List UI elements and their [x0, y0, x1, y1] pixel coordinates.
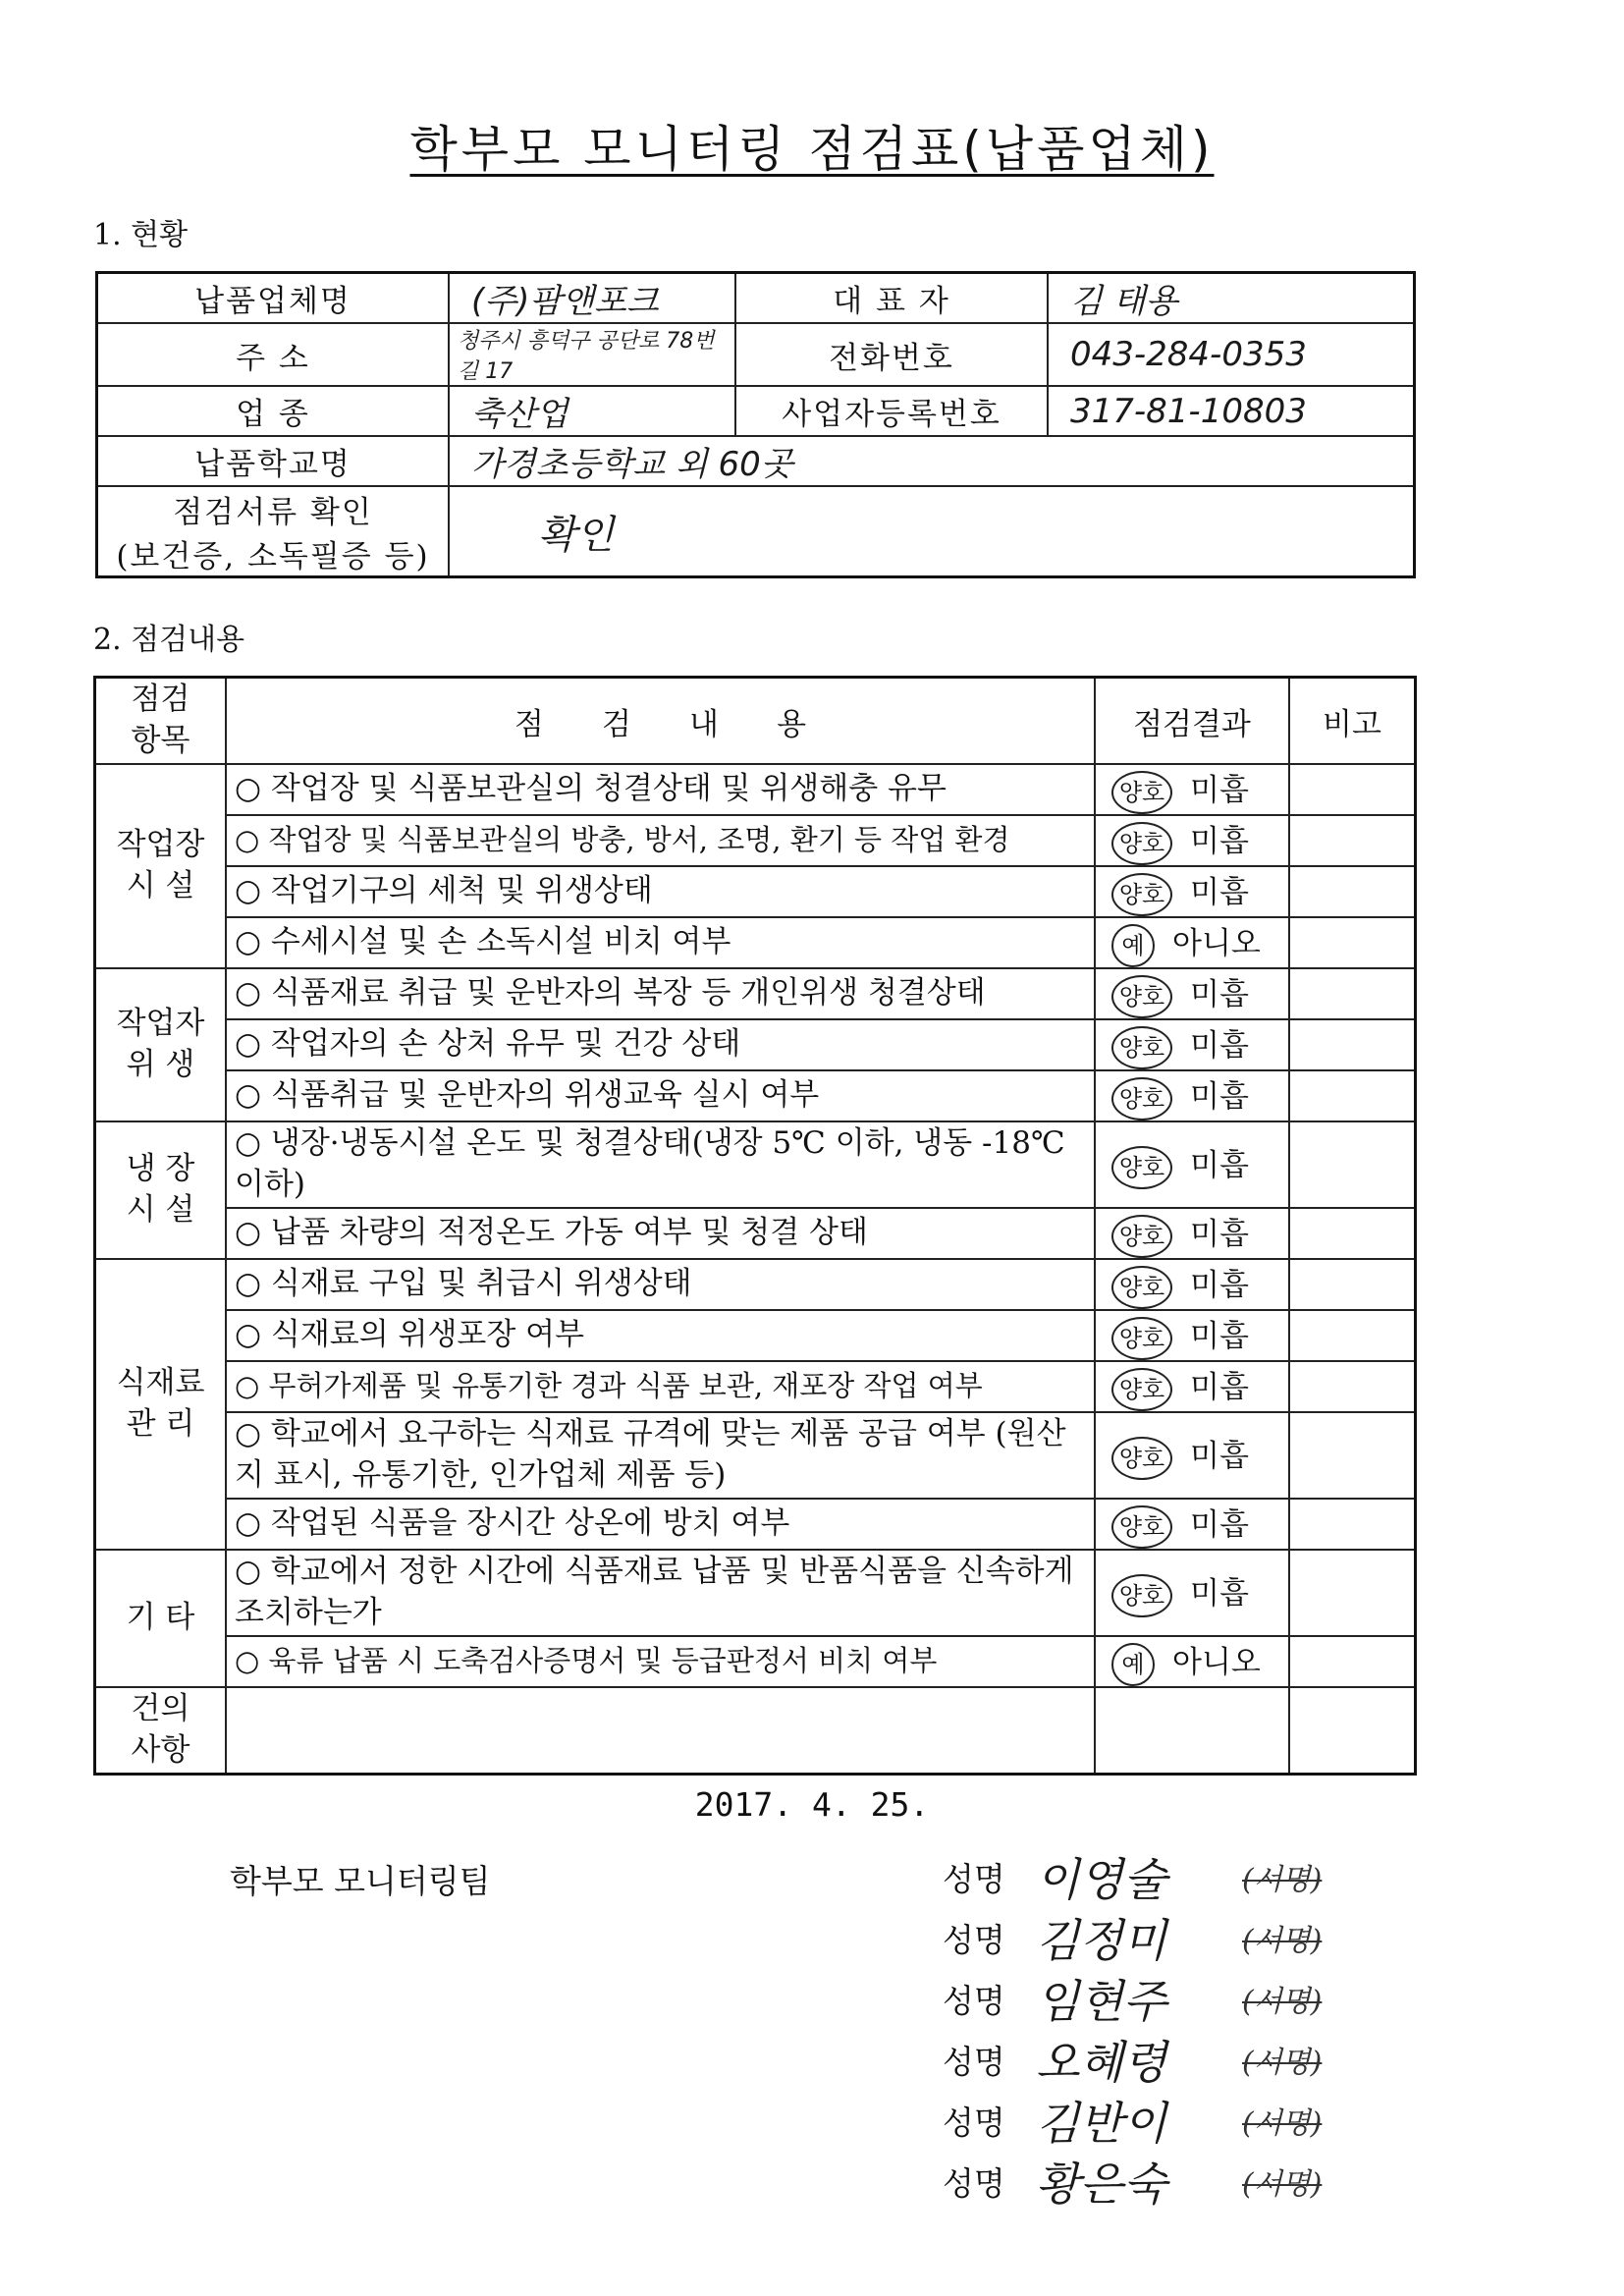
selected-result: 양호	[1111, 822, 1172, 865]
note-cell	[1289, 1259, 1416, 1310]
docs-label-line2: (보건증, 소독필증 등)	[116, 539, 430, 574]
note-cell	[1289, 815, 1416, 866]
signature-row	[943, 2029, 1322, 2090]
school-value: 가경초등학교 외 60곳	[449, 436, 1415, 486]
selected-result: 양호	[1111, 1026, 1172, 1069]
col-note-header: 비고	[1289, 678, 1416, 765]
signature-mark: (서명)	[1242, 1985, 1323, 2019]
note-cell	[1289, 1208, 1416, 1259]
note-cell	[1289, 1310, 1416, 1361]
address-label: 주 소	[97, 323, 450, 386]
name-label: 성명	[943, 1981, 1005, 2020]
name-label: 성명	[943, 2163, 1005, 2203]
other-result: 미흡	[1190, 1028, 1249, 1064]
note-cell	[1289, 1019, 1416, 1070]
business-type-label: 업 종	[97, 386, 450, 436]
other-result: 미흡	[1190, 977, 1249, 1012]
col-category-header: 점검 항목	[95, 678, 227, 765]
name-label: 성명	[943, 1920, 1005, 1959]
other-result: 미흡	[1190, 1439, 1249, 1474]
other-result: 미흡	[1190, 773, 1249, 808]
other-result: 미흡	[1190, 875, 1249, 910]
item-text: ○ 작업된 식품을 장시간 상온에 방치 여부	[226, 1499, 1095, 1550]
docs-label	[97, 486, 450, 577]
company-label: 납품업체명	[97, 273, 450, 324]
result-cell	[1095, 1310, 1289, 1361]
selected-result: 양호	[1111, 1077, 1172, 1121]
col-content-header: 점 검 내 용	[226, 678, 1095, 765]
result-cell	[1095, 917, 1289, 968]
selected-result: 양호	[1111, 1146, 1172, 1189]
business-type-value: 축산업	[449, 386, 735, 436]
item-text: ○ 작업장 및 식품보관실의 청결상태 및 위생해충 유무	[226, 764, 1095, 815]
note-cell	[1289, 917, 1416, 968]
item-text: ○ 학교에서 정한 시간에 식품재료 납품 및 반품식품을 신속하게 조치하는가	[226, 1550, 1095, 1636]
signature-row	[943, 2151, 1322, 2212]
signer-name: 김정미	[1036, 1914, 1167, 1967]
other-result: 미흡	[1190, 1319, 1249, 1354]
category-food-management: 식재료 관 리	[95, 1259, 227, 1550]
item-text: ○ 작업기구의 세척 및 위생상태	[226, 866, 1095, 917]
selected-result: 예	[1111, 1643, 1155, 1686]
item-text: ○ 학교에서 요구하는 식재료 규격에 맞는 제품 공급 여부 (원산지 표시, 유통기한, 인가업체 제품 등)	[226, 1412, 1095, 1499]
result-cell	[1095, 764, 1289, 815]
name-label: 성명	[943, 2042, 1005, 2081]
selected-result: 양호	[1111, 1574, 1172, 1617]
item-text: ○ 냉장·냉동시설 온도 및 청결상태(냉장 5℃ 이하, 냉동 -18℃ 이하)	[226, 1121, 1095, 1208]
selected-result: 예	[1111, 924, 1155, 967]
signature-row	[943, 1907, 1322, 1968]
selected-result: 양호	[1111, 873, 1172, 916]
signature-mark: (서명)	[1242, 2046, 1323, 2080]
other-result: 아니오	[1172, 1645, 1261, 1680]
signature-row	[943, 1968, 1322, 2029]
section-status-heading: 1. 현황	[93, 218, 189, 252]
item-text: ○ 작업자의 손 상처 유무 및 건강 상태	[226, 1019, 1095, 1070]
name-label: 성명	[943, 2103, 1005, 2142]
result-cell	[1095, 1412, 1289, 1499]
result-cell	[1095, 1361, 1289, 1412]
category-worker: 작업자 위 생	[95, 968, 227, 1121]
result-cell	[1095, 968, 1289, 1019]
selected-result: 양호	[1111, 1266, 1172, 1309]
note-cell	[1289, 1499, 1416, 1550]
result-cell	[1095, 1070, 1289, 1121]
signature-block	[943, 1846, 1322, 2212]
selected-result: 양호	[1111, 1317, 1172, 1360]
note-cell	[1289, 1636, 1416, 1687]
item-text: ○ 작업장 및 식품보관실의 방충, 방서, 조명, 환기 등 작업 환경	[226, 815, 1095, 866]
other-result: 아니오	[1172, 926, 1261, 961]
result-cell	[1095, 1208, 1289, 1259]
item-text: ○ 식품재료 취급 및 운반자의 복장 등 개인위생 청결상태	[226, 968, 1095, 1019]
category-worksite: 작업장 시 설	[95, 764, 227, 968]
item-text: ○ 육류 납품 시 도축검사증명서 및 등급판정서 비치 여부	[226, 1636, 1095, 1687]
result-cell	[1095, 1636, 1289, 1687]
inspection-table	[93, 676, 1417, 1776]
docs-value: 확인	[449, 486, 1415, 577]
signer-name: 오혜령	[1036, 2036, 1167, 2089]
company-value: (주)팜앤포크	[449, 273, 735, 324]
page-title: 학부모 모니터링 점검표(납품업체)	[409, 121, 1215, 178]
result-cell	[1095, 1019, 1289, 1070]
signer-name: 김반이	[1036, 2097, 1167, 2150]
other-result: 미흡	[1190, 1370, 1249, 1405]
category-suggestions: 건의 사항	[95, 1687, 227, 1775]
inspection-date: 2017. 4. 25.	[694, 1785, 930, 1824]
other-result: 미흡	[1190, 1217, 1249, 1252]
suggestions-cell	[226, 1687, 1095, 1775]
selected-result: 양호	[1111, 771, 1172, 814]
signature-row	[943, 1846, 1322, 1907]
section-inspection-heading: 2. 점검내용	[93, 623, 245, 657]
name-label: 성명	[943, 1859, 1005, 1898]
result-cell	[1095, 1550, 1289, 1636]
note-cell	[1289, 764, 1416, 815]
selected-result: 양호	[1111, 1437, 1172, 1480]
note-cell	[1289, 968, 1416, 1019]
item-text: ○ 식품취급 및 운반자의 위생교육 실시 여부	[226, 1070, 1095, 1121]
other-result: 미흡	[1190, 1576, 1249, 1612]
selected-result: 양호	[1111, 1368, 1172, 1411]
docs-label-line1: 점검서류 확인	[173, 495, 373, 530]
signature-mark: (서명)	[1242, 2106, 1323, 2141]
registration-value: 317-81-10803	[1048, 386, 1415, 436]
col-result-header: 점검결과	[1095, 678, 1289, 765]
signature-row	[943, 2090, 1322, 2151]
suggestions-result-cell	[1095, 1687, 1289, 1775]
result-cell	[1095, 866, 1289, 917]
school-label: 납품학교명	[97, 436, 450, 486]
other-result: 미흡	[1190, 1507, 1249, 1543]
other-result: 미흡	[1190, 1148, 1249, 1183]
signature-mark: (서명)	[1242, 1924, 1323, 1958]
signer-name: 황은숙	[1036, 2158, 1167, 2211]
signer-name: 이영술	[1036, 1853, 1167, 1906]
suggestions-note-cell	[1289, 1687, 1416, 1775]
signer-name: 임현주	[1036, 1975, 1167, 2028]
note-cell	[1289, 1070, 1416, 1121]
note-cell	[1289, 866, 1416, 917]
other-result: 미흡	[1190, 824, 1249, 859]
item-text: ○ 수세시설 및 손 소독시설 비치 여부	[226, 917, 1095, 968]
selected-result: 양호	[1111, 975, 1172, 1018]
result-cell	[1095, 1121, 1289, 1208]
category-cold-storage: 냉 장 시 설	[95, 1121, 227, 1259]
result-cell	[1095, 1259, 1289, 1310]
result-cell	[1095, 815, 1289, 866]
signature-mark: (서명)	[1242, 2167, 1323, 2202]
selected-result: 양호	[1111, 1215, 1172, 1258]
item-text: ○ 식재료 구입 및 취급시 위생상태	[226, 1259, 1095, 1310]
note-cell	[1289, 1121, 1416, 1208]
note-cell	[1289, 1361, 1416, 1412]
phone-value: 043-284-0353	[1048, 323, 1415, 386]
address-value: 청주시 흥덕구 공단로 78번길 17	[449, 323, 735, 386]
item-text: ○ 납품 차량의 적정온도 가동 여부 및 청결 상태	[226, 1208, 1095, 1259]
other-result: 미흡	[1190, 1079, 1249, 1115]
phone-label: 전화번호	[735, 323, 1048, 386]
rep-label: 대 표 자	[735, 273, 1048, 324]
team-name: 학부모 모니터링팀	[230, 1862, 491, 1900]
note-cell	[1289, 1412, 1416, 1499]
item-text: ○ 무허가제품 및 유통기한 경과 식품 보관, 재포장 작업 여부	[226, 1361, 1095, 1412]
item-text: ○ 식재료의 위생포장 여부	[226, 1310, 1095, 1361]
selected-result: 양호	[1111, 1505, 1172, 1549]
registration-label: 사업자등록번호	[735, 386, 1048, 436]
result-cell	[1095, 1499, 1289, 1550]
category-etc: 기 타	[95, 1550, 227, 1687]
status-table	[95, 271, 1416, 578]
note-cell	[1289, 1550, 1416, 1636]
other-result: 미흡	[1190, 1268, 1249, 1303]
signature-mark: (서명)	[1242, 1863, 1323, 1897]
rep-value: 김 태용	[1048, 273, 1415, 324]
